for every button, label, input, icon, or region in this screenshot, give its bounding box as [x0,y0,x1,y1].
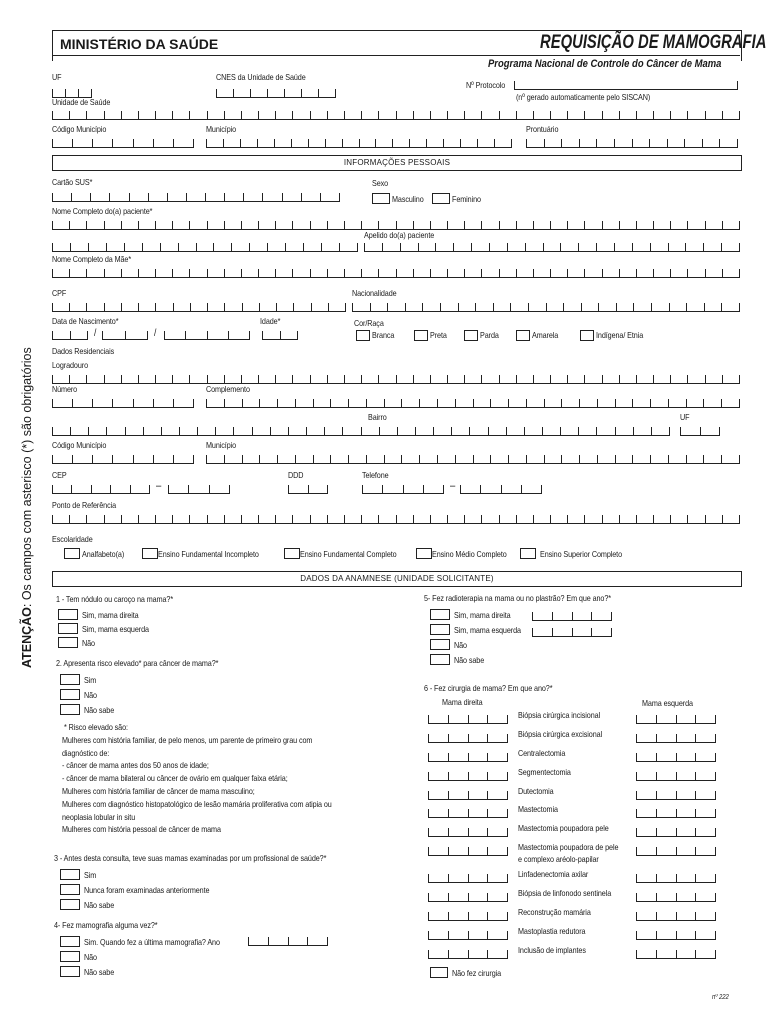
codigo-municipio-res-field[interactable] [52,452,194,464]
cirurgia-esquerda-ano-11[interactable] [636,928,716,940]
label-ddd: DDD [288,470,304,480]
cirurgia-label-10: Reconstrução mamária [518,907,591,917]
cirurgia-direita-ano-12[interactable] [428,947,508,959]
cirurgia-direita-ano-2[interactable] [428,750,508,762]
idade-field[interactable] [262,328,298,340]
label-telefone: Telefone [362,470,389,480]
cirurgia-label-2: Centralectomia [518,748,566,758]
raca-checkbox-4[interactable] [580,330,594,341]
unidade-field[interactable] [52,108,740,120]
cirurgia-direita-ano-7[interactable] [428,844,508,856]
cnes-field[interactable] [216,86,336,98]
label-unidade: Unidade de Saúde [52,97,111,107]
nome-field[interactable] [52,218,740,230]
protocolo-field[interactable] [514,78,738,90]
raca-label-2: Parda [480,330,499,340]
date-slash-2: / [154,328,157,339]
mama-direita-header: Mama direita [442,697,483,707]
cirurgia-esquerda-ano-0[interactable] [636,712,716,724]
cirurgia-label-12: Inclusão de implantes [518,945,586,955]
nome-mae-field[interactable] [52,266,740,278]
q4-label-2: Não sabe [84,967,115,977]
q3-checkbox-2[interactable] [60,899,80,910]
risk-line-4: - câncer de mama bilateral ou câncer de ovário em qualquer faixa etária; [62,773,288,784]
escolaridade-checkbox-0[interactable] [64,548,80,559]
ministry-title: MINISTÉRIO DA SAÚDE [60,36,219,52]
cirurgia-label-0: Biópsia cirúrgica incisional [518,710,601,720]
cirurgia-esquerda-ano-6[interactable] [636,825,716,837]
label-cnes: CNES da Unidade de Saúde [216,72,306,82]
apelido-field[interactable] [364,240,740,252]
cirurgia-direita-ano-10[interactable] [428,909,508,921]
cirurgia-esquerda-ano-2[interactable] [636,750,716,762]
label-municipio-res: Município [206,440,237,450]
label-idade: Idade* [260,316,281,326]
logradouro-field[interactable] [52,372,740,384]
telefone-field-a[interactable] [362,482,444,494]
escolaridade-checkbox-1[interactable] [142,548,158,559]
risk-line-2: diagnóstico de: [62,747,110,758]
label-logradouro: Logradouro [52,360,88,370]
q3-label-0: Sim [84,870,97,880]
sexo-masculino-label: Masculino [392,194,424,204]
q5-label-2: Não [454,640,467,650]
nascimento-mes-field[interactable] [102,328,148,340]
q5-esquerda-ano[interactable] [532,625,612,637]
escolaridade-checkbox-3[interactable] [416,548,432,559]
q5-label-0: Sim, mama direita [454,610,511,620]
label-bairro: Bairro [368,412,387,422]
label-data-nascimento: Data de Nascimento* [52,316,119,326]
label-complemento: Complemento [206,384,250,394]
raca-checkbox-1[interactable] [414,330,428,341]
q2-checkbox-1[interactable] [60,689,80,700]
raca-label-3: Amarela [532,330,559,340]
q4-label: 4- Fez mamografia alguma vez?* [54,920,158,930]
label-prontuario: Prontuário [526,124,559,134]
label-apelido: Apelido do(a) paciente [364,230,435,240]
bairro-field[interactable] [52,424,670,436]
section-anamnese: DADOS DA ANAMNESE (UNIDADE SOLICITANTE) [52,571,742,587]
q5-label-1: Sim, mama esquerda [454,625,521,635]
raca-checkbox-0[interactable] [356,330,370,341]
label-municipio: Município [206,124,237,134]
municipio-res-field[interactable] [206,452,740,464]
escolaridade-checkbox-2[interactable] [284,548,300,559]
escolaridade-label-0: Analfabeto(a) [82,549,125,559]
q1-checkbox-2[interactable] [58,637,78,648]
cirurgia-esquerda-ano-8[interactable] [636,871,716,883]
telefone-dash: – [450,480,456,492]
q5-checkbox-1[interactable] [430,624,450,635]
cirurgia-direita-ano-8[interactable] [428,871,508,883]
escolaridade-label-1: Ensino Fundamental Incompleto [158,549,259,559]
label-cep: CEP [52,470,67,480]
cirurgia-direita-ano-0[interactable] [428,712,508,724]
cirurgia-label-6: Mastectomia poupadora pele [518,823,609,833]
codigo-municipio-field[interactable] [52,136,194,148]
cirurgia-label-11: Mastoplastia redutora [518,926,586,936]
cirurgia-direita-ano-9[interactable] [428,890,508,902]
q2-label-0: Sim [84,675,97,685]
cirurgia-esquerda-ano-4[interactable] [636,788,716,800]
q3-checkbox-1[interactable] [60,884,80,895]
cirurgia-esquerda-ano-7[interactable] [636,844,716,856]
cep-dash: – [156,480,162,492]
footer-code: nº 222 [712,994,729,1001]
cirurgia-label-1: Biópsia cirúrgica excisional [518,729,603,739]
label-codigo-municipio-res: Código Município [52,440,107,450]
side-note-strong: ATENÇÃO [20,607,34,668]
cirurgia-direita-ano-11[interactable] [428,928,508,940]
numero-field[interactable] [52,396,194,408]
section-informacoes-pessoais: INFORMAÇÕES PESSOAIS [52,155,742,171]
risk-line-0: * Risco elevado são: [64,722,128,732]
label-ponto-referencia: Ponto de Referência [52,500,117,510]
raca-label-4: Indígena/ Etnia [596,330,644,340]
q2-label-2: Não sabe [84,705,115,715]
q5-label-3: Não sabe [454,655,485,665]
q1-label: 1 - Tem nódulo ou caroço na mama?* [56,594,174,604]
escolaridade-label-2: Ensino Fundamental Completo [300,549,397,559]
cirurgia-direita-ano-5[interactable] [428,806,508,818]
risk-line-3: - câncer de mama antes dos 50 anos de idade; [62,760,209,771]
q6-label: 6 - Fez cirurgia de mama? Em que ano?* [424,683,553,693]
risk-line-1: Mulheres com história familiar, de pelo menos, um parente de primeiro grau com [62,734,313,745]
q2-label: 2. Apresenta risco elevado* para câncer de mama?* [56,658,219,668]
cirurgia-esquerda-ano-12[interactable] [636,947,716,959]
q3-label-2: Não sabe [84,900,115,910]
escolaridade-label-4: Ensino Superior Completo [540,549,623,559]
q3-checkbox-0[interactable] [60,869,80,880]
uf-res-field[interactable] [680,424,720,436]
q3-label-1: Nunca foram examinadas anteriormente [84,885,210,895]
cirurgia-label-4: Dutectomia [518,786,554,796]
escolaridade-checkbox-4[interactable] [520,548,536,559]
cirurgia-esquerda-ano-1[interactable] [636,731,716,743]
raca-label-1: Preta [430,330,447,340]
cirurgia-extra: e complexo aréolo-papilar [518,854,599,864]
side-note-text: : Os campos com asterisco (*) são obrigatórios [20,347,34,608]
label-cartao-sus: Cartão SUS* [52,177,93,187]
label-sexo: Sexo [372,178,389,188]
escolaridade-label-3: Ensino Médio Completo [432,549,507,559]
ddd-field[interactable] [288,482,328,494]
nome-cont-field[interactable] [52,240,358,252]
q3-label: 3 - Antes desta consulta, teve suas mamas examinadas por um profissional de saúde?* [54,853,327,863]
cirurgia-label-7: Mastectomia poupadora de pele [518,842,619,852]
cirurgia-esquerda-ano-10[interactable] [636,909,716,921]
nascimento-dia-field[interactable] [52,328,88,340]
cirurgia-direita-ano-3[interactable] [428,769,508,781]
label-codigo-municipio: Código Município [52,124,107,134]
nascimento-ano-field[interactable] [164,328,250,340]
cirurgia-direita-ano-1[interactable] [428,731,508,743]
sexo-feminino-checkbox[interactable] [432,193,450,204]
q1-label-2: Não [82,638,95,648]
cpf-field[interactable] [52,300,346,312]
q1-label-1: Sim, mama esquerda [82,624,149,634]
protocolo-note: (nº gerado automaticamente pelo SISCAN) [516,92,651,102]
cartao-sus-field[interactable] [52,190,340,202]
q5-checkbox-3[interactable] [430,654,450,665]
label-cor-raca: Cor/Raça [354,318,384,328]
label-protocolo: Nº Protocolo [466,80,506,90]
form-title: REQUISIÇÃO DE MAMOGRAFIA [540,32,767,53]
q2-label-1: Não [84,690,97,700]
q2-checkbox-2[interactable] [60,704,80,715]
q4-checkbox-0[interactable] [60,936,80,947]
q4-label-0: Sim. Quando fez a última mamografia? Ano [84,937,220,947]
cep-field-b[interactable] [168,482,230,494]
cirurgia-label-5: Mastectomia [518,804,558,814]
cirurgia-direita-ano-6[interactable] [428,825,508,837]
cirurgia-label-8: Linfadenectomia axilar [518,869,589,879]
q1-checkbox-0[interactable] [58,609,78,620]
risk-line-5: Mulheres com história familiar de câncer de mama masculino; [62,786,255,796]
cirurgia-esquerda-ano-3[interactable] [636,769,716,781]
nao-fez-cirurgia-label: Não fez cirurgia [452,968,502,978]
q4-checkbox-2[interactable] [60,966,80,977]
sexo-masculino-checkbox[interactable] [372,193,390,204]
cirurgia-esquerda-ano-9[interactable] [636,890,716,902]
label-dados-residenciais: Dados Residenciais [52,346,115,356]
nacionalidade-field[interactable] [352,300,740,312]
cirurgia-label-9: Biópsia de linfonodo sentinela [518,888,612,898]
program-subtitle: Programa Nacional de Controle do Câncer de Mama [488,58,722,70]
q5-label: 5- Fez radioterapia na mama ou no plastrão? Em que ano?* [424,593,611,603]
ponto-referencia-field[interactable] [52,512,740,524]
cep-field-a[interactable] [52,482,150,494]
mama-esquerda-header: Mama esquerda [642,698,693,708]
raca-checkbox-3[interactable] [516,330,530,341]
q5-checkbox-0[interactable] [430,609,450,620]
q5-direita-ano[interactable] [532,609,612,621]
side-note [20,18,36,668]
raca-label-0: Branca [372,330,395,340]
raca-checkbox-2[interactable] [464,330,478,341]
q1-checkbox-1[interactable] [58,623,78,634]
nao-fez-cirurgia-checkbox[interactable] [430,967,448,978]
q2-checkbox-0[interactable] [60,674,80,685]
q4-checkbox-1[interactable] [60,951,80,962]
telefone-field-b[interactable] [460,482,542,494]
risk-line-8: Mulheres com história pessoal de câncer de mama [62,824,221,835]
risk-line-7: neoplasia lobular in situ [62,811,136,822]
cirurgia-esquerda-ano-5[interactable] [636,806,716,818]
label-uf-res: UF [680,412,690,422]
date-slash-1: / [94,328,97,339]
label-nome-mae: Nome Completo da Mãe* [52,254,132,264]
q4-ano-field[interactable] [248,934,328,946]
label-nome: Nome Completo do(a) paciente* [52,206,153,216]
label-uf: UF [52,72,62,82]
complemento-field[interactable] [206,396,740,408]
label-cpf: CPF [52,288,67,298]
cirurgia-label-3: Segmentectomia [518,767,571,777]
q1-label-0: Sim, mama direita [82,610,139,620]
risk-line-6: Mulheres com diagnóstico histopatológico de lesão mamária proliferativa com atipia ou [62,798,332,809]
prontuario-field[interactable] [526,136,738,148]
q4-label-1: Não [84,952,97,962]
label-nacionalidade: Nacionalidade [352,288,397,298]
cirurgia-direita-ano-4[interactable] [428,788,508,800]
label-escolaridade: Escolaridade [52,534,93,544]
header-divider [52,55,740,56]
label-numero: Número [52,384,78,394]
q5-checkbox-2[interactable] [430,639,450,650]
sexo-feminino-label: Feminino [452,194,481,204]
municipio-field[interactable] [206,136,512,148]
